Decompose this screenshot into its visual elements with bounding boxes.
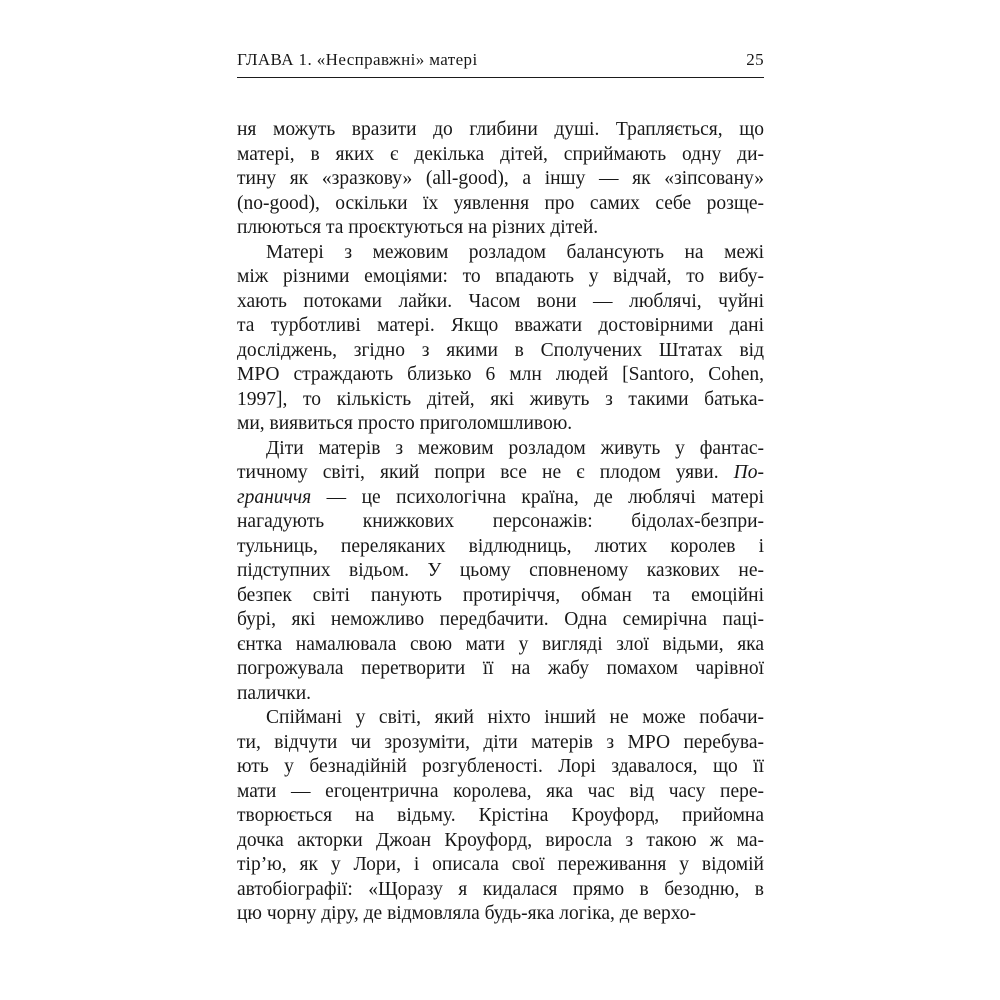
text-line: ми, виявиться просто приголомшливою. (237, 413, 573, 434)
text-line: досліджень, згідно з якими в Сполучених Штатах від (237, 339, 764, 361)
page-number: 25 (746, 50, 764, 69)
text-column (237, 50, 764, 927)
text-line: погрожувала перетворити її на жабу помахом чарівної (237, 658, 764, 679)
running-header (237, 50, 764, 77)
text-line: тичному світі, який попри все не є плодом уяви. По- (237, 462, 764, 483)
text-line: тину як «зразкову» (all-good), а іншу — як «зіпсовану» (237, 168, 764, 189)
text-line: нагадують книжкових персонажів: бідолах-безпри- (237, 511, 764, 532)
text-line: (no-good), оскільки їх уявлення про самих себе розще- (237, 192, 764, 214)
text-line: цю чорну діру, де відмовляла будь-яка логіка, де верхо- (237, 903, 696, 924)
text-line: Матері з межовим розладом балансують на межі (266, 241, 764, 263)
text-line: ня можуть вразити до глибини душі. Трапляється, що (237, 119, 764, 140)
text-line: матері, в яких є декілька дітей, сприймають одну ди- (237, 143, 764, 165)
text-line: дочка акторки Джоан Кроуфорд, виросла з такою ж ма- (237, 829, 764, 851)
text-line: між різними емоціями: то впадають у відчай, то вибу- (237, 266, 764, 287)
chapter-title: ГЛАВА 1. «Несправжні» матері (237, 50, 478, 69)
text-line: хають потоками лайки. Часом вони — люблячі, чуйні (237, 290, 764, 312)
text-line: ти, відчути чи зрозуміти, діти матерів з МРО перебува- (237, 731, 764, 753)
text-line: Діти матерів з межовим розладом живуть у фантас- (266, 437, 764, 459)
header-rule (237, 77, 764, 78)
text-line: та турботливі матері. Якщо вважати достовірними дані (237, 315, 764, 336)
text-line: тір’ю, як у Лори, і описала свої переживання у відомій (237, 854, 764, 875)
text-line: 1997], то кількість дітей, які живуть з такими батька- (237, 388, 764, 410)
text-line: палички. (237, 682, 312, 704)
text-line: єнтка намалювала свою мати у вигляді злої відьми, яка (237, 633, 764, 655)
text-line: Спіймані у світі, який ніхто інший не може побачи- (266, 707, 764, 728)
text-line: плюються та проєктуються на різних дітей. (237, 217, 599, 238)
text-line: підступних відьом. У цьому сповненому казкових не- (237, 560, 764, 581)
body-text (237, 118, 764, 927)
text-line: безпек світі панують протиріччя, обман та емоційні (237, 584, 764, 606)
text-line: бурі, які неможливо передбачити. Одна семирічна паці- (237, 609, 764, 630)
text-line: МРО страждають близько 6 млн людей [Santoro, Cohen, (237, 364, 764, 385)
text-line: ють у безнадійній розгубленості. Лорі здавалося, що її (237, 756, 764, 777)
text-line: творюється на відьму. Крістіна Кроуфорд, прийомна (237, 805, 764, 826)
text-line: граниччя — це психологічна країна, де люблячі матері (237, 486, 764, 508)
text-line: тульниць, переляканих відлюдниць, лютих королев і (237, 535, 764, 557)
text-line: мати — егоцентрична королева, яка час від часу пере- (237, 780, 764, 802)
text-line: автобіографії: «Щоразу я кидалася прямо в безодню, в (237, 878, 764, 900)
